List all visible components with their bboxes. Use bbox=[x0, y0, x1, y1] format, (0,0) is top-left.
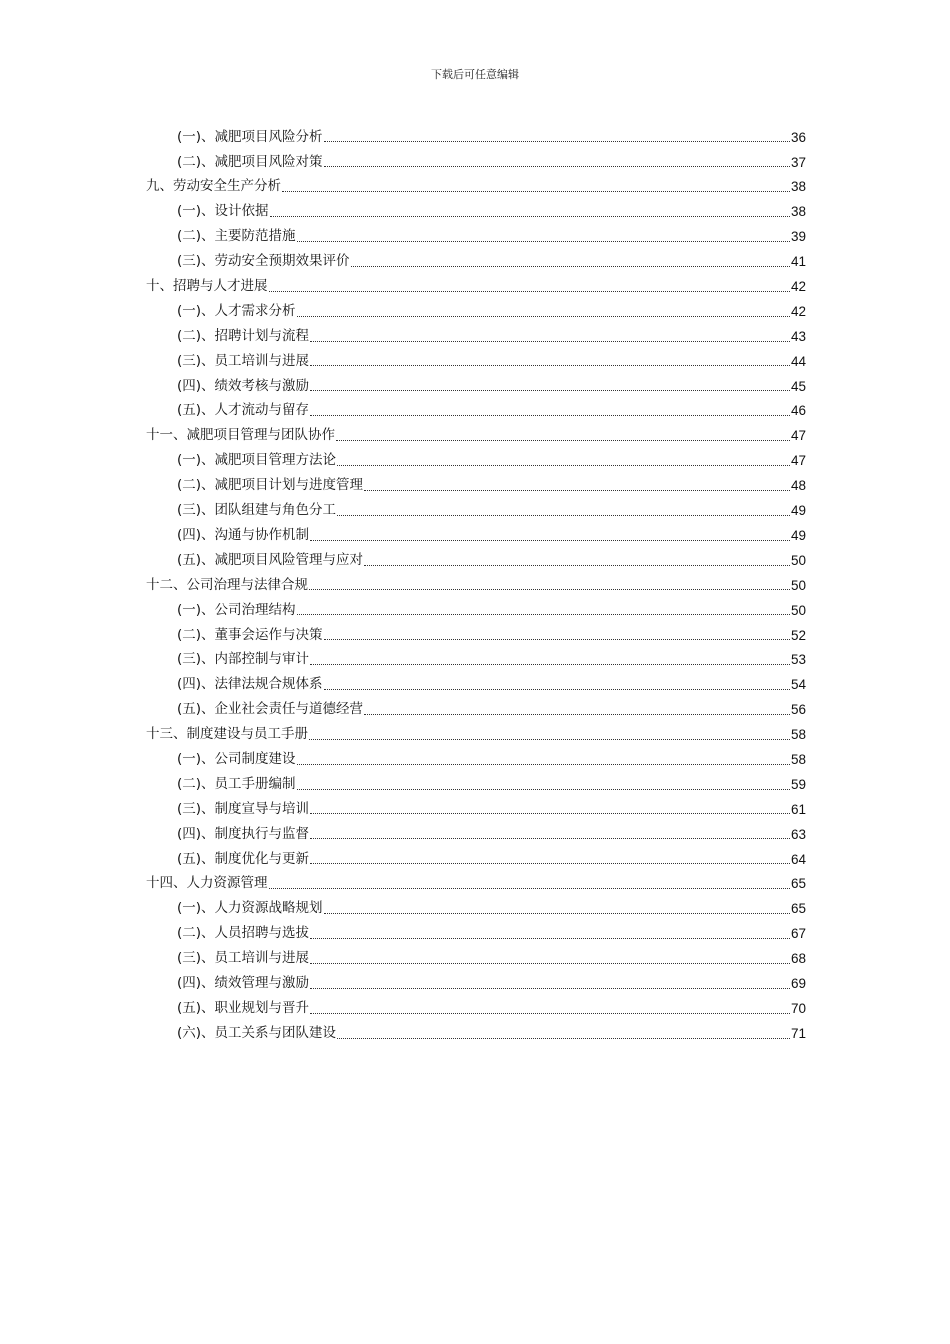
toc-entry-title: (一)、公司治理结构 bbox=[177, 601, 296, 618]
toc-section-entry[interactable] bbox=[146, 200, 806, 225]
toc-page-number: 50 bbox=[790, 602, 806, 618]
toc-page-number: 65 bbox=[790, 901, 806, 917]
toc-page-number: 69 bbox=[790, 975, 806, 991]
toc-page-number: 65 bbox=[790, 876, 806, 892]
toc-chapter-entry[interactable] bbox=[146, 722, 806, 747]
toc-page-number: 42 bbox=[790, 303, 806, 319]
toc-dot-leader bbox=[364, 713, 790, 715]
toc-section-entry[interactable] bbox=[146, 946, 806, 971]
toc-section-entry[interactable] bbox=[146, 996, 806, 1021]
toc-dot-leader bbox=[310, 862, 790, 864]
toc-entry-title: (四)、绩效管理与激励 bbox=[177, 974, 310, 991]
toc-dot-leader bbox=[310, 987, 790, 989]
toc-dot-leader bbox=[324, 140, 790, 142]
toc-dot-leader bbox=[324, 688, 790, 690]
toc-section-entry[interactable] bbox=[146, 697, 806, 722]
toc-dot-leader bbox=[310, 389, 790, 391]
toc-section-entry[interactable] bbox=[146, 299, 806, 324]
toc-page-number: 48 bbox=[790, 478, 806, 494]
toc-dot-leader bbox=[282, 190, 790, 192]
toc-entry-title: (三)、员工培训与进展 bbox=[177, 950, 310, 967]
toc-entry-title: (二)、招聘计划与流程 bbox=[177, 327, 310, 344]
toc-entry-title: (四)、绩效考核与激励 bbox=[177, 377, 310, 394]
toc-dot-leader bbox=[336, 439, 790, 441]
toc-entry-title: (四)、制度执行与监督 bbox=[177, 825, 310, 842]
toc-dot-leader bbox=[310, 414, 790, 416]
toc-page-number: 44 bbox=[790, 353, 806, 369]
toc-entry-title: (三)、员工培训与进展 bbox=[177, 352, 310, 369]
toc-section-entry[interactable] bbox=[146, 399, 806, 424]
toc-page-number: 47 bbox=[790, 453, 806, 469]
toc-section-entry[interactable] bbox=[146, 374, 806, 399]
toc-page-number: 58 bbox=[790, 751, 806, 767]
toc-entry-title: (五)、减肥项目风险管理与应对 bbox=[177, 551, 364, 568]
toc-entry-title: (五)、职业规划与晋升 bbox=[177, 999, 310, 1016]
toc-page-number: 39 bbox=[790, 229, 806, 245]
toc-dot-leader bbox=[310, 1012, 790, 1014]
toc-entry-title: (三)、劳动安全预期效果评价 bbox=[177, 253, 350, 270]
toc-dot-leader bbox=[269, 887, 790, 889]
toc-page-number: 43 bbox=[790, 328, 806, 344]
toc-entry-title: (一)、人才需求分析 bbox=[177, 302, 296, 319]
toc-chapter-entry[interactable] bbox=[146, 573, 806, 598]
toc-entry-title: (一)、公司制度建设 bbox=[177, 750, 296, 767]
page-header: 下载后可任意编辑 bbox=[431, 68, 519, 81]
toc-dot-leader bbox=[270, 215, 790, 217]
toc-entry-title: (五)、制度优化与更新 bbox=[177, 850, 310, 867]
toc-chapter-entry[interactable] bbox=[146, 175, 806, 200]
toc-section-entry[interactable] bbox=[146, 324, 806, 349]
toc-chapter-entry[interactable] bbox=[146, 274, 806, 299]
toc-dot-leader bbox=[310, 962, 790, 964]
toc-section-entry[interactable] bbox=[146, 598, 806, 623]
toc-dot-leader bbox=[310, 812, 790, 814]
toc-dot-leader bbox=[310, 364, 790, 366]
toc-page-number: 61 bbox=[790, 801, 806, 817]
toc-page-number: 70 bbox=[790, 1000, 806, 1016]
toc-section-entry[interactable] bbox=[146, 623, 806, 648]
toc-page-number: 58 bbox=[790, 727, 806, 743]
toc-entry-title: (三)、制度宣导与培训 bbox=[177, 800, 310, 817]
toc-entry-title: 十四、人力资源管理 bbox=[146, 875, 268, 892]
toc-section-entry[interactable] bbox=[146, 1021, 806, 1046]
toc-section-entry[interactable] bbox=[146, 225, 806, 250]
toc-dot-leader bbox=[309, 738, 790, 740]
toc-entry-title: (一)、减肥项目风险分析 bbox=[177, 128, 323, 145]
toc-page-number: 63 bbox=[790, 826, 806, 842]
toc-section-entry[interactable] bbox=[146, 548, 806, 573]
toc-page-number: 47 bbox=[790, 428, 806, 444]
toc-entry-title: (四)、法律法规合规体系 bbox=[177, 676, 323, 693]
toc-dot-leader bbox=[297, 763, 790, 765]
toc-dot-leader bbox=[297, 788, 790, 790]
toc-dot-leader bbox=[364, 564, 790, 566]
toc-section-entry[interactable] bbox=[146, 847, 806, 872]
toc-page-number: 42 bbox=[790, 279, 806, 295]
toc-page-number: 45 bbox=[790, 378, 806, 394]
toc-entry-title: 十、招聘与人才进展 bbox=[146, 278, 268, 295]
toc-dot-leader bbox=[310, 837, 790, 839]
toc-dot-leader bbox=[324, 638, 790, 640]
toc-entry-title: (一)、减肥项目管理方法论 bbox=[177, 452, 337, 469]
toc-dot-leader bbox=[310, 937, 790, 939]
toc-dot-leader bbox=[310, 539, 790, 541]
toc-page-number: 67 bbox=[790, 926, 806, 942]
toc-page-number: 38 bbox=[790, 179, 806, 195]
toc-section-entry[interactable] bbox=[146, 125, 806, 150]
toc-dot-leader bbox=[297, 240, 790, 242]
toc-entry-title: (三)、内部控制与审计 bbox=[177, 651, 310, 668]
toc-page-number: 68 bbox=[790, 951, 806, 967]
toc-page-number: 50 bbox=[790, 577, 806, 593]
toc-page-number: 50 bbox=[790, 552, 806, 568]
toc-dot-leader bbox=[269, 290, 790, 292]
toc-section-entry[interactable] bbox=[146, 150, 806, 175]
toc-section-entry[interactable] bbox=[146, 747, 806, 772]
toc-dot-leader bbox=[364, 489, 790, 491]
toc-section-entry[interactable] bbox=[146, 648, 806, 673]
toc-entry-title: 十三、制度建设与员工手册 bbox=[146, 726, 308, 743]
toc-page-number: 49 bbox=[790, 503, 806, 519]
toc-entry-title: (二)、减肥项目计划与进度管理 bbox=[177, 477, 364, 494]
toc-section-entry[interactable] bbox=[146, 523, 806, 548]
toc-dot-leader bbox=[310, 663, 790, 665]
toc-section-entry[interactable] bbox=[146, 772, 806, 797]
toc-section-entry[interactable] bbox=[146, 473, 806, 498]
toc-section-entry[interactable] bbox=[146, 897, 806, 922]
toc-page-number: 54 bbox=[790, 677, 806, 693]
toc-page-number: 46 bbox=[790, 403, 806, 419]
toc-page-number: 37 bbox=[790, 154, 806, 170]
toc-dot-leader bbox=[309, 588, 790, 590]
toc-section-entry[interactable] bbox=[146, 673, 806, 698]
toc-entry-title: (五)、人才流动与留存 bbox=[177, 402, 310, 419]
toc-page-number: 71 bbox=[790, 1025, 806, 1041]
toc-page-number: 49 bbox=[790, 527, 806, 543]
toc-dot-leader bbox=[324, 912, 790, 914]
toc-entry-title: (二)、减肥项目风险对策 bbox=[177, 153, 323, 170]
toc-section-entry[interactable] bbox=[146, 971, 806, 996]
toc-page-number: 56 bbox=[790, 702, 806, 718]
toc-entry-title: (二)、董事会运作与决策 bbox=[177, 626, 323, 643]
toc-entry-title: (六)、员工关系与团队建设 bbox=[177, 1024, 337, 1041]
toc-entry-title: (二)、人员招聘与选拔 bbox=[177, 925, 310, 942]
toc-section-entry[interactable] bbox=[146, 922, 806, 947]
toc-entry-title: 九、劳动安全生产分析 bbox=[146, 178, 281, 195]
toc-entry-title: (三)、团队组建与角色分工 bbox=[177, 502, 337, 519]
toc-dot-leader bbox=[297, 315, 790, 317]
toc-entry-title: (一)、设计依据 bbox=[177, 203, 269, 220]
toc-entry-title: 十一、减肥项目管理与团队协作 bbox=[146, 427, 335, 444]
toc-entry-title: (二)、员工手册编制 bbox=[177, 775, 296, 792]
toc-chapter-entry[interactable] bbox=[146, 872, 806, 897]
toc-page-number: 36 bbox=[790, 129, 806, 145]
toc-page-number: 53 bbox=[790, 652, 806, 668]
toc-page-number: 52 bbox=[790, 627, 806, 643]
toc-page-number: 38 bbox=[790, 204, 806, 220]
toc-dot-leader bbox=[297, 613, 790, 615]
toc-entry-title: (一)、人力资源战略规划 bbox=[177, 900, 323, 917]
toc-section-entry[interactable] bbox=[146, 797, 806, 822]
toc-section-entry[interactable] bbox=[146, 349, 806, 374]
toc-page-number: 64 bbox=[790, 851, 806, 867]
toc-section-entry[interactable] bbox=[146, 822, 806, 847]
toc-page-number: 59 bbox=[790, 776, 806, 792]
toc-entry-title: (五)、企业社会责任与道德经营 bbox=[177, 701, 364, 718]
toc-dot-leader bbox=[310, 340, 790, 342]
toc-entry-title: (四)、沟通与协作机制 bbox=[177, 526, 310, 543]
toc-chapter-entry[interactable] bbox=[146, 424, 806, 449]
toc-dot-leader bbox=[351, 265, 790, 267]
toc-dot-leader bbox=[324, 165, 790, 167]
toc-entry-title: 十二、公司治理与法律合规 bbox=[146, 576, 308, 593]
toc-dot-leader bbox=[337, 464, 790, 466]
toc-entry-title: (二)、主要防范措施 bbox=[177, 228, 296, 245]
toc-dot-leader bbox=[337, 1037, 790, 1039]
toc-section-entry[interactable] bbox=[146, 498, 806, 523]
toc-section-entry[interactable] bbox=[146, 449, 806, 474]
toc-page-number: 41 bbox=[790, 254, 806, 270]
toc-dot-leader bbox=[337, 514, 790, 516]
toc-section-entry[interactable] bbox=[146, 249, 806, 274]
table-of-contents bbox=[146, 125, 806, 1046]
